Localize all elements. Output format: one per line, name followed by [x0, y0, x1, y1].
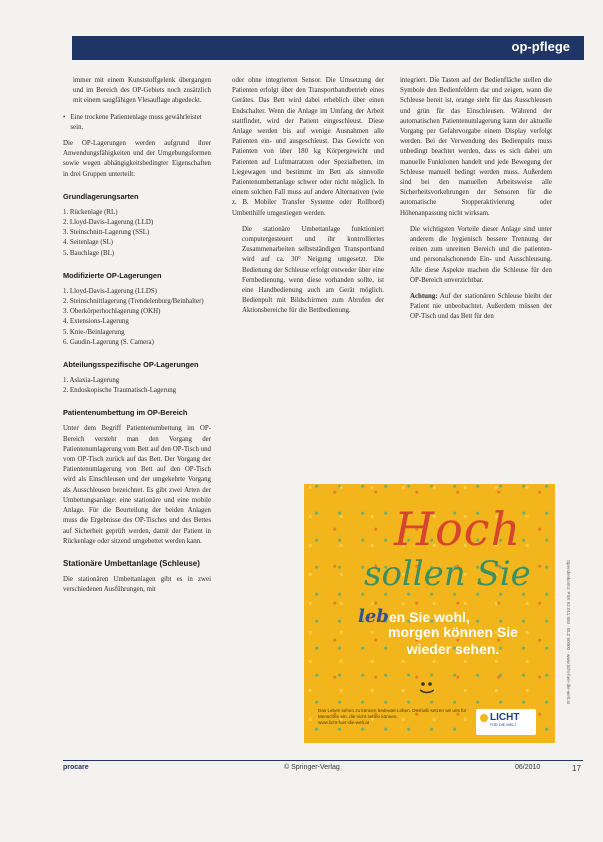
page-number: 17 [572, 764, 581, 773]
logo-subtitle: FÜR DIE WELT [490, 723, 517, 727]
list-item: 4. Seitenlage (SL) [63, 239, 113, 247]
text-column-3 [400, 76, 552, 329]
ad-leb-script: leb [358, 606, 389, 627]
heading-stationaere-umbettanlage: Stationäre Umbettanlage (Schleuse) [63, 558, 200, 568]
heading-grundlagerungsarten: Grundlagerungsarten [63, 191, 139, 201]
paragraph: immer mit einem Kunststoffgelenk übergangen und im Bereich des OP-Gebiets noch zusätzlich mit einem saugfähigen Vlesauflage abgedeckt. [73, 77, 211, 105]
footer-divider [63, 760, 583, 761]
header-bar [72, 36, 584, 60]
ad-small-print [318, 708, 468, 726]
footer-publisher: © Springer-Verlag [284, 764, 340, 771]
heading-patientenumbettung: Patientenumbettung im OP-Bereich [63, 408, 188, 418]
bullet-icon: • [63, 113, 66, 121]
achtung-label: Achtung: [410, 293, 438, 301]
ad-line1-rest: en Sie wohl, [388, 609, 470, 625]
list-item: 2. Lloyd-Davis-Lagerung (LLD) [63, 219, 154, 227]
ad-tagline-line3: wieder sehen. [406, 641, 500, 657]
advertisement[interactable] [304, 484, 555, 743]
ad-vertical-text: Spendenkonto: PSK 92.011.650 · BLZ 60000 · www.licht-fuer-die-welt.at [566, 560, 571, 704]
list-item: 1. Aslaxia-Lagerung [63, 377, 120, 385]
paragraph: integriert. Die Tasten auf der Bedienfläche stellen die Symbole den Bedienfeldern dar und zeigen, wann die Schleuse bereit ist, orange steht für das Ausschleusen und grün für das Einschleusen. Während der automatischen Patientenumlagerung kann der aktuelle Vorgang per Gefahrvorgabe einem Display verfolgt werden. Bei der Verwendung des Bedienpults muss unbedingt beachtet werden, dass es sich dabei um manuelle Funktionen handelt und jede Bewegung der Schleuse manuell bedingt werden muss. Außerdem sind bei den manuellen Arbeitsweise alle Sicherheitsvorkehrungen der Sensoren für die automatische Stopperaktivierung oder Höhenanpassung nicht wirksam. [400, 77, 552, 217]
paragraph: Die stationäre Umbettanlage funktioniert computergesteuert und ihr kontrolliertes Zusammenarbeiten selbstständigen Transportband wird auf ca. 30° Neigung umgesetzt. Die Bedienung der Schleuse erfolgt entweder über eine Fernbedienung, wenn diese vorhanden sollte, ist eine Handbedienung auch am Gerät möglich. Bedienpult mit Bildschirmen zum Abrufen der Aktionsbereiche für die Bettbedienung. [242, 225, 384, 315]
list-item: 6. Gaudin-Lagerung (S. Camera) [63, 338, 154, 346]
list-item: 1. Rückenlage (RL) [63, 208, 118, 216]
smiley-icon-svg [416, 680, 438, 696]
bullet-text: Eine trockene Patientenlage muss gewährleistet sein. [70, 113, 202, 131]
ad-small-text: Das Leben sehen zu können bedeutet Leben. Deshalb setzen wir uns für Menschen ein, die nicht sehen können. [318, 708, 467, 719]
section-title: op-pflege [511, 39, 570, 54]
paragraph-achtung [400, 292, 552, 323]
list-item: 5. Bauchlage (BL) [63, 249, 115, 257]
ad-headline-sollen: sollen Sie [364, 554, 531, 594]
ad-small-url[interactable]: www.licht-fuer-die-welt.at [318, 720, 370, 725]
list-item: 5. Knie-/Beinlagerung [63, 328, 125, 336]
logo-word: LICHT [490, 712, 520, 723]
list-item: 4. Extensions-Lagerung [63, 318, 129, 326]
licht-logo [476, 709, 536, 735]
bullet-item [63, 113, 211, 133]
ad-headline-hoch: Hoch [394, 502, 522, 556]
footer-journal: procare [63, 764, 89, 771]
text-column-1 [63, 76, 211, 601]
paragraph: Unter dem Begriff Patientenumbettung im OP-Bereich versteht man den Vorgang der Patientenumlagerung vom Bett auf den OP-Tisch und vom OP-Tisch zurück auf das Bett. Der Vorgang der Patientenumlagerung von Bett auf den OP-Tisch wird als Einschleusen und der umgekehrte Vorgang als Ausschleusen bezeichnet. Es gibt zwei Arten der Umbettungsanlage: eine stationäre und eine mobile Anlage. Für die Beurteilung der beiden Anlagen muss die Ergebnisse des OP-Tisches und des Bettes auf Sicherheit geprüft werden, damit der Patient in Rückenlage oder sitzend umgebettet werden kann. [63, 425, 211, 545]
paragraph: Die wichtigsten Vorteile dieser Anlage sind unter anderem die hygienisch bessere Trennung der reinen zum unreinen Bereich und die patienten- und personalschonende Ein- und Ausschleusung. Alle diese Aspekte machen die Schleuse für den OP-Bereich unverzichtbar. [410, 225, 552, 284]
ad-tagline-line2: morgen können Sie [388, 624, 518, 640]
achtung-text: Auf der stationären Schleuse bleibt der Patient nie unbeobachtet. Außerdem müssen der OP-Tisch und das Bett für den [410, 293, 553, 321]
list-abteilungsspezifische [63, 376, 211, 396]
list-item: 3. Steinschnitt-Lagerung (SSL) [63, 229, 150, 237]
list-item: 3. Oberkörperhochlagerung (OKH) [63, 308, 161, 316]
footer-issue: 06/2010 [515, 764, 541, 771]
text-column-2 [232, 76, 384, 323]
list-item: 2. Steinschnittlagerung (Trendelenburg/Beinhalter) [63, 298, 204, 306]
paragraph: oder ohne integrierten Sensor. Die Umsetzung der Patienten erfolgt über den Transportbandbetrieb eines Gerätes. Das Bett wird dabei erheblich über einen Endschalter. Wenn die Anlage im Umfang der Arbeit stattfindet, wird der Patient eingeschleust. Diese Anlage werden bis auf wenige Ausnahmen alle Patienten ein- und ausgeschleust. Das Gewicht von Patienten von über 180 kg Körpergewicht und Patienten auf Luftmatratzen oder Spezialbetten, im Liegewagen und bestimmt im Bett als sinnvolle Patientenumbettanlage schwer oder nicht möglich. In einem solchen Fall muss auf andere Alternativen (wie z. B. Mobiler Transfer Systeme oder Rollbord) Umbetthilfe umgestiegen werden. [232, 77, 384, 217]
list-grundlagerungsarten [63, 208, 211, 259]
heading-abteilungsspezifische: Abteilungsspezifische OP-Lagerungen [63, 360, 199, 370]
paragraph: Die stationären Umbettanlagen gibt es in zwei verschiedenen Ausführungen, mit [63, 575, 211, 594]
paragraph: Die OP-Lagerungen werden aufgrund ihrer Anwendungsfähigkeiten und der Umgebungsformen sowie wegen abhängigkeitsbedingter Eigenschaften in drei Gruppen unterteilt: [63, 140, 211, 178]
smiley-icon [416, 680, 438, 696]
sun-icon [480, 714, 488, 722]
list-item: 1. Lloyd-Davis-Lagerung (LLDS) [63, 287, 157, 295]
heading-modifizierte: Modifizierte OP-Lagerungen [63, 270, 162, 280]
list-modifizierte [63, 287, 211, 348]
list-item: 2. Endoskopische Traumatisch-Lagerung [63, 387, 177, 395]
